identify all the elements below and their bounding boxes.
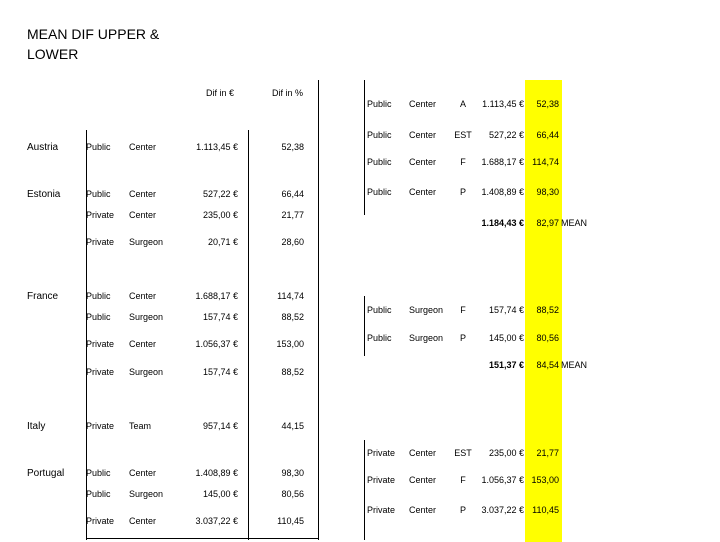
sector-cell: Public [367,305,392,315]
dif-eur-cell: 1.056,37 € [195,339,238,349]
mean-eur: 1.184,43 € [481,218,524,228]
sector-cell: Public [367,99,392,109]
type-cell: Center [129,339,157,349]
dif-eur-cell: 1.688,17 € [195,291,238,301]
sector-cell: Private [86,367,115,377]
sector-cell: Private [86,339,115,349]
dif-eur-cell: 1.113,45 € [482,99,524,109]
sector-cell: Private [367,505,396,515]
dif-pct-cell: 114,74 [532,157,559,167]
dif-eur-cell: 1.688,17 € [481,157,524,167]
type-cell: Center [129,468,157,478]
type-cell: Surgeon [409,305,444,315]
sector-cell: Public [86,468,111,478]
sector-cell: Public [86,291,111,301]
sector-cell: Public [367,333,392,343]
dif-eur-cell: 1.408,89 € [195,468,238,478]
sector-cell: Private [86,516,115,526]
dif-eur-cell: 3.037,22 € [481,505,524,515]
dif-eur-cell: 3.037,22 € [195,516,238,526]
mean-pct: 82,97 [536,218,559,228]
dif-pct-cell: 21,77 [281,210,304,220]
page-title: MEAN DIF UPPER & LOWER [27,26,160,62]
dif-pct-cell: 66,44 [536,130,559,140]
type-cell: Center [129,291,157,301]
type-cell: Center [129,210,157,220]
header-dif-pct: Dif in % [272,88,304,98]
sector-cell: Public [367,157,392,167]
dif-pct-cell: 88,52 [536,305,559,315]
dif-pct-cell: 114,74 [277,291,304,301]
type-cell: Center [409,187,437,197]
dif-eur-cell: 527,22 € [202,189,238,199]
left-table-bottom-rule [86,538,318,539]
country-code-cell: EST [454,448,472,458]
sector-cell: Private [86,237,115,247]
sector-cell: Private [367,448,396,458]
type-cell: Center [409,157,437,167]
dif-pct-cell: 80,56 [281,489,304,499]
type-cell: Center [409,505,437,515]
header-dif-eur: Dif in € [206,88,235,98]
dif-pct-cell: 52,38 [281,142,304,152]
dif-pct-cell: 153,00 [276,339,304,349]
type-cell: Center [409,130,437,140]
sector-cell: Public [367,130,392,140]
country-label: Estonia [27,189,61,200]
dif-pct-cell: 153,00 [531,475,559,485]
dif-pct-cell: 98,30 [281,468,304,478]
country-code-cell: F [460,157,466,167]
sector-cell: Private [86,210,115,220]
dif-eur-cell: 145,00 € [202,489,238,499]
mean-pct: 84,54 [536,360,559,370]
sector-cell: Private [367,475,396,485]
type-cell: Surgeon [129,367,164,377]
dif-pct-cell: 110,45 [532,505,559,515]
mean-label: MEAN [561,218,588,228]
country-code-cell: F [460,475,466,485]
dif-eur-cell: 1.408,89 € [481,187,524,197]
type-cell: Center [409,99,437,109]
country-label: Portugal [27,468,65,479]
type-cell: Surgeon [129,489,164,499]
dif-eur-cell: 145,00 € [488,333,524,343]
dif-eur-cell: 157,74 € [488,305,524,315]
dif-pct-cell: 66,44 [281,189,304,199]
right-table-border-c [364,440,365,540]
dif-eur-cell: 157,74 € [202,367,238,377]
country-label: Austria [27,142,59,153]
left-table-divider [248,130,249,540]
dif-pct-cell: 110,45 [277,516,304,526]
dif-eur-cell: 157,74 € [202,312,238,322]
country-code-cell: F [460,305,466,315]
sector-cell: Public [86,312,111,322]
country-code-cell: P [459,505,466,515]
type-cell: Center [129,189,157,199]
right-table-border-b [364,296,365,356]
dif-eur-cell: 957,14 € [202,421,238,431]
country-label: Italy [27,421,46,432]
country-label: France [27,291,59,302]
dif-pct-cell: 88,52 [281,312,304,322]
type-cell: Center [409,475,437,485]
right-table-border-a [364,80,365,215]
type-cell: Surgeon [409,333,444,343]
dif-pct-cell: 28,60 [281,237,304,247]
dif-pct-cell: 21,77 [536,448,559,458]
mean-label: MEAN [561,360,588,370]
dif-eur-cell: 235,00 € [202,210,238,220]
dif-pct-cell: 52,38 [536,99,559,109]
type-cell: Center [129,516,157,526]
type-cell: Center [129,142,157,152]
type-cell: Surgeon [129,237,164,247]
sector-cell: Public [367,187,392,197]
dif-pct-cell: 88,52 [281,367,304,377]
country-code-cell: P [459,187,466,197]
country-code-cell: P [459,333,466,343]
sector-cell: Public [86,142,111,152]
type-cell: Center [409,448,437,458]
dif-eur-cell: 1.113,45 € [196,142,238,152]
type-cell: Team [129,421,152,431]
dif-pct-cell: 44,15 [281,421,304,431]
dif-pct-cell: 80,56 [536,333,559,343]
left-table-border-right [318,80,319,540]
country-code-cell: EST [454,130,472,140]
dif-eur-cell: 20,71 € [207,237,238,247]
dif-eur-cell: 235,00 € [488,448,524,458]
mean-eur: 151,37 € [488,360,524,370]
country-code-cell: A [459,99,466,109]
sector-cell: Public [86,489,111,499]
sector-cell: Public [86,189,111,199]
dif-eur-cell: 1.056,37 € [481,475,524,485]
type-cell: Surgeon [129,312,164,322]
sector-cell: Private [86,421,115,431]
dif-eur-cell: 527,22 € [488,130,524,140]
dif-pct-cell: 98,30 [536,187,559,197]
